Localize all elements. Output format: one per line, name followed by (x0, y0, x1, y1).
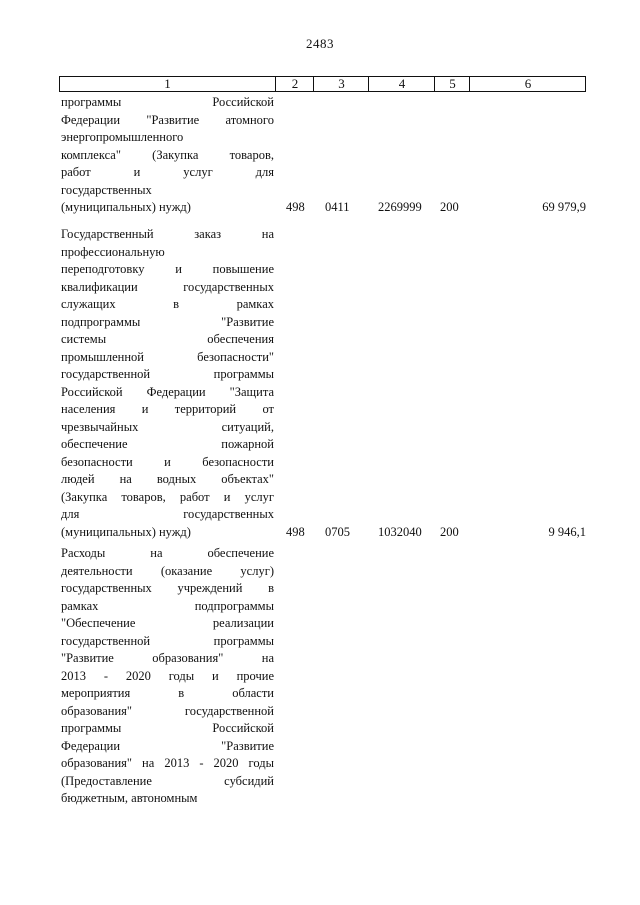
cell-amount: 9 946,1 (548, 524, 586, 539)
description-line: безопасности и безопасности (61, 454, 274, 469)
description-line: системы обеспечения (61, 332, 274, 346)
description-line: мероприятия в области (61, 686, 274, 700)
description-line: переподготовку и повышение (61, 262, 274, 276)
description-line: энергопромышленного (61, 130, 184, 144)
cell-ministry-code: 498 (286, 524, 305, 539)
row-description (61, 226, 274, 541)
cell-amount: 69 979,9 (542, 200, 586, 214)
description-line: государственной программы (61, 633, 274, 648)
description-line: работ и услуг для (61, 165, 274, 179)
description-line: обеспечение пожарной (61, 437, 274, 451)
description-line: программы Российской (61, 721, 274, 735)
description-line: Федерации "Развитие (61, 738, 274, 753)
description-line: (Закупка товаров, работ и услуг (61, 489, 274, 504)
description-line: чрезвычайных ситуаций, (61, 419, 274, 434)
description-line: 2013 - 2020 годы и прочие (61, 668, 274, 683)
description-line: промышленной безопасности" (61, 349, 274, 364)
description-line: государственной программы (61, 367, 274, 381)
description-line: населения и территорий от (61, 402, 274, 416)
cell-target-code: 1032040 (378, 524, 422, 539)
description-line: "Обеспечение реализации (61, 616, 274, 630)
description-line: Федерации "Развитие атомного (61, 112, 274, 127)
header-col-5: 5 (434, 77, 470, 91)
cell-ministry-code: 498 (286, 200, 305, 214)
description-line: государственных (61, 182, 152, 197)
description-line: квалификации государственных (61, 279, 274, 294)
description-line: подпрограммы "Развитие (61, 314, 274, 329)
header-col-2: 2 (275, 77, 314, 91)
page-number: 2483 (306, 36, 334, 51)
description-line: бюджетным, автономным (61, 791, 198, 805)
description-line: профессиональную (61, 244, 165, 259)
cell-section-code: 0411 (325, 200, 350, 214)
description-line: образования" государственной (61, 703, 274, 718)
header-col-1: 1 (164, 76, 171, 91)
description-line: людей на водных объектах" (61, 472, 274, 486)
row-description (61, 545, 274, 808)
description-line: для государственных (61, 507, 274, 521)
description-line: образования" на 2013 - 2020 годы (61, 756, 274, 770)
description-line: рамках подпрограммы (61, 598, 274, 613)
description-line: деятельности (оказание услуг) (61, 563, 274, 578)
description-line: комплекса" (Закупка товаров, (61, 147, 274, 162)
row-description (61, 94, 274, 217)
description-line: служащих в рамках (61, 297, 274, 311)
description-line: "Развитие образования" на (61, 651, 274, 665)
cell-expense-type: 200 (440, 524, 459, 539)
header-col-6: 6 (469, 77, 586, 91)
description-line: государственных учреждений в (61, 581, 274, 595)
cell-section-code: 0705 (325, 524, 350, 539)
header-col-3: 3 (313, 77, 369, 91)
cell-target-code: 2269999 (378, 200, 422, 214)
table-header-row (59, 76, 586, 92)
description-line: (муниципальных) нужд) (61, 200, 191, 214)
description-line: Государственный заказ на (61, 227, 274, 241)
description-line: Российской Федерации "Защита (61, 384, 274, 399)
description-line: программы Российской (61, 95, 274, 109)
header-col-4: 4 (368, 77, 435, 91)
description-line: (Предоставление субсидий (61, 773, 274, 788)
cell-expense-type: 200 (440, 200, 459, 214)
description-line: (муниципальных) нужд) (61, 524, 191, 539)
description-line: Расходы на обеспечение (61, 546, 274, 560)
